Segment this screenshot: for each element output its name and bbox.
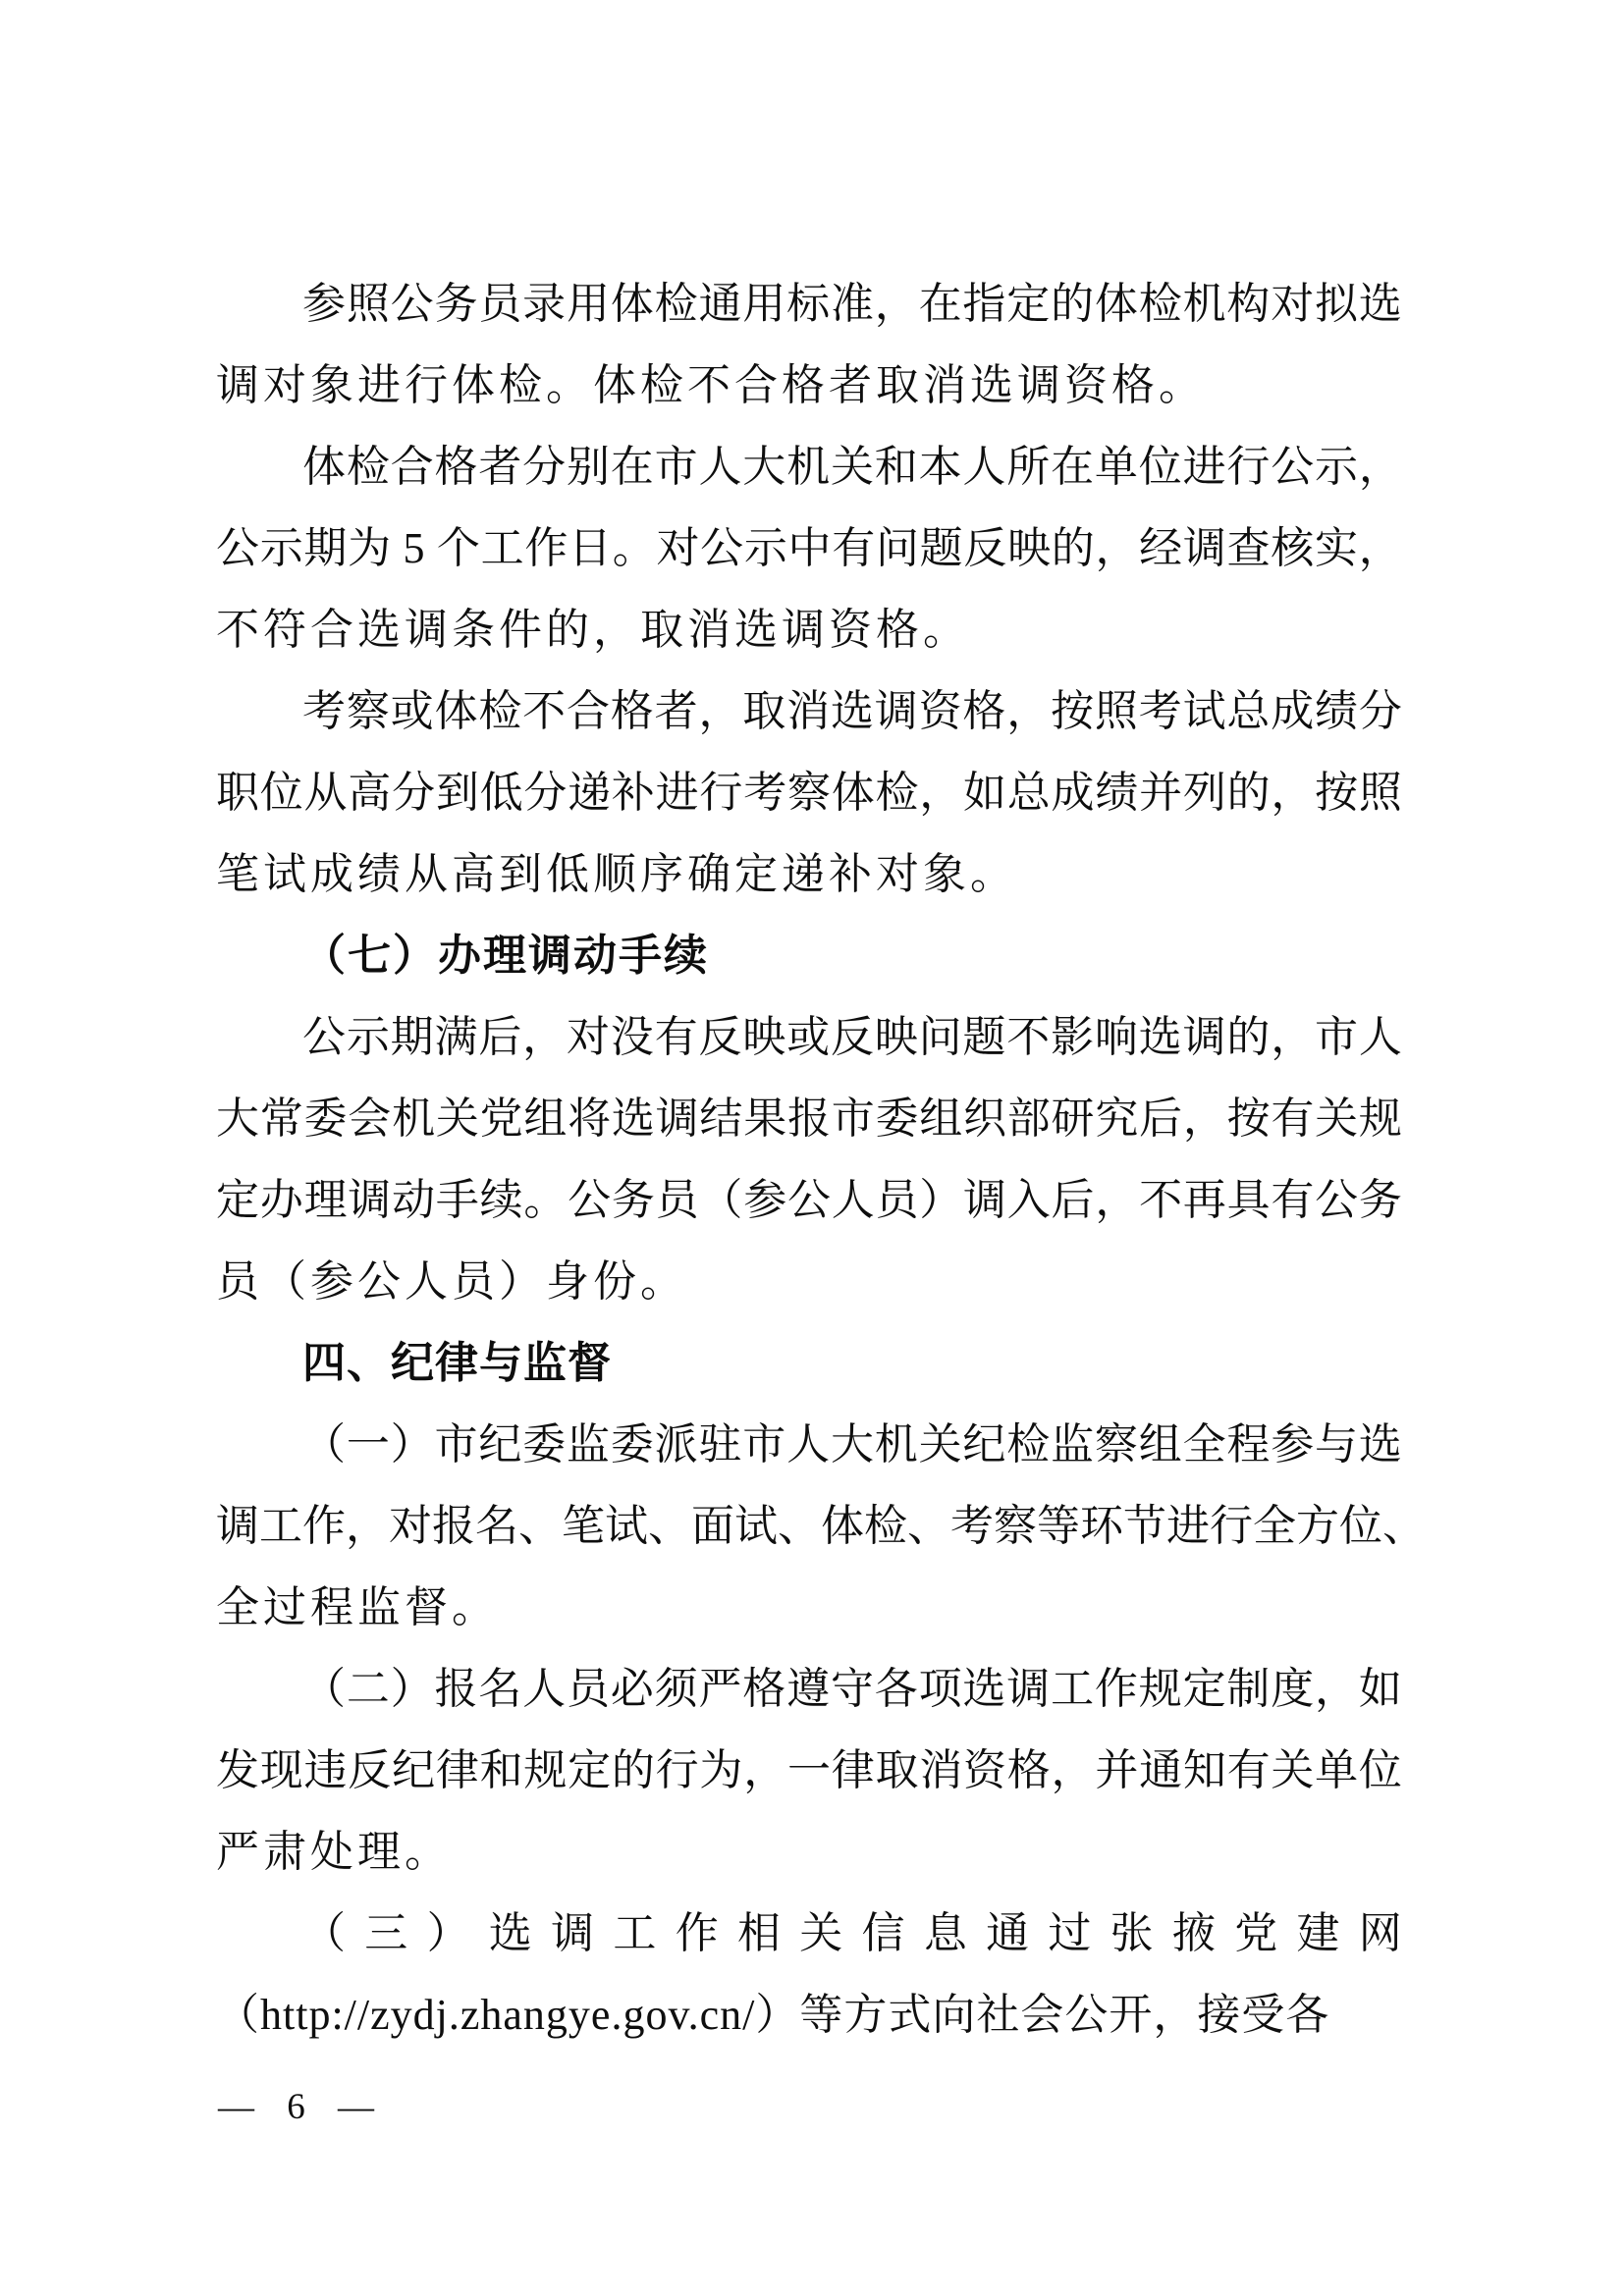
text-line: 调 工 作 ， 对 报 名 、 笔 试 、 面 试 、 体 检 、 考 察 等 环 节 进 行 全 方 位 、: [216, 1502, 1426, 1550]
text-line: 体 检 合 格 者 分 别 在 市 人 大 机 关 和 本 人 所 在 单 位 进 行 公 示 ，: [302, 443, 1402, 491]
text-line: （ 三 ） 选 调 工 作 相 关 信 息 通 过 张 掖 党 建 网: [302, 1909, 1402, 1957]
text-line: 不符合选调条件的，取消选调资格。: [216, 606, 970, 654]
text-line: 公 示 期 满 后 ， 对 没 有 反 映 或 反 映 问 题 不 影 响 选 调 的 ， 市 人: [302, 1013, 1402, 1061]
text-line: （ 二 ） 报 名 人 员 必 须 严 格 遵 守 各 项 选 调 工 作 规 定 制 度 ， 如: [302, 1665, 1402, 1713]
page-number: — 6 —: [218, 2087, 386, 2127]
text-line: 调对象进行体检。体检不合格者取消选调资格。: [216, 361, 1206, 409]
text-line: （http://zydj.zhangye.gov.cn/）等方式向社会公开，接受各: [216, 1991, 1330, 2039]
section-heading: 四、纪律与监督: [302, 1339, 612, 1387]
text-line: 发 现 违 反 纪 律 和 规 定 的 行 为 ， 一 律 取 消 资 格 ， 并 通 知 有 关 单 位: [216, 1746, 1402, 1794]
text-line: 参 照 公 务 员 录 用 体 检 通 用 标 准 ， 在 指 定 的 体 检 机 构 对 拟 选: [302, 280, 1402, 328]
text-line: 员（参公人员）身份。: [216, 1257, 687, 1306]
text-line: 严肃处理。: [216, 1828, 452, 1876]
text-line: （ 一 ） 市 纪 委 监 委 派 驻 市 人 大 机 关 纪 检 监 察 组 全 程 参 与 选: [302, 1420, 1402, 1468]
text-line: 笔试成绩从高到低顺序确定递补对象。: [216, 850, 1017, 898]
text-line: 考 察 或 体 检 不 合 格 者 ， 取 消 选 调 资 格 ， 按 照 考 试 总 成 绩 分: [302, 687, 1402, 735]
text-line: 定 办 理 调 动 手 续 。 公 务 员 （ 参 公 人 员 ） 调 入 后 ， 不 再 具 有 公 务: [216, 1176, 1402, 1224]
text-line: 全过程监督。: [216, 1583, 499, 1631]
text-line: 职 位 从 高 分 到 低 分 递 补 进 行 考 察 体 检 ， 如 总 成 绩 并 列 的 ， 按 照: [216, 769, 1402, 817]
section-heading: （七）办理调动手续: [302, 932, 709, 980]
text-line: 公 示 期 为 5 个 工 作 日 。 对 公 示 中 有 问 题 反 映 的 ， 经 调 查 核 实 ，: [216, 524, 1402, 572]
text-line: 大 常 委 会 机 关 党 组 将 选 调 结 果 报 市 委 组 织 部 研 究 后 ， 按 有 关 规: [216, 1095, 1402, 1143]
text-lines: [216, 263, 1426, 2056]
